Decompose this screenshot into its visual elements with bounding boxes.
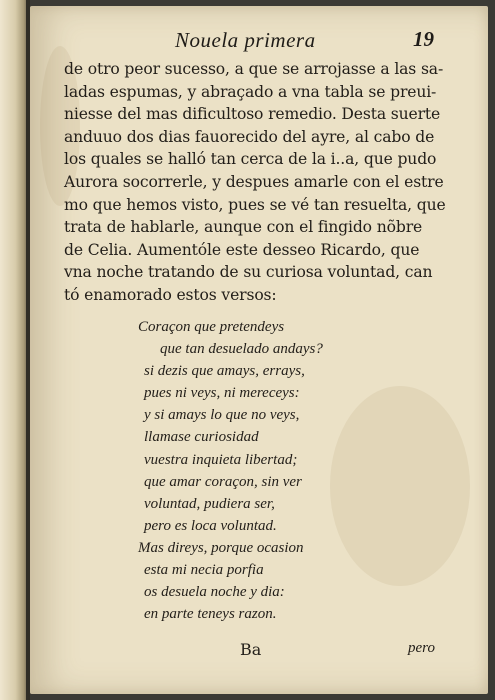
verse-line: llamase curiosidad <box>144 429 259 446</box>
verse-line: si dezis que amays, errays, <box>144 363 305 380</box>
prose-line: niesse del mas dificultoso remedio. Desta suerte <box>64 105 441 124</box>
verse-line: pues ni veys, ni mereceys: <box>144 385 300 402</box>
prose-line: Aurora socorrerle, y despues amarle con el estre <box>64 172 444 191</box>
verse-line: vuestra inquieta libertad; <box>144 451 298 468</box>
prose-line: mo que hemos visto, pues se vé tan resuelta, que <box>64 195 446 214</box>
prose-line: los quales se halló tan cerca de la i..a, que pudo <box>64 150 437 169</box>
verse-line: voluntad, pudiera ser, <box>144 495 275 512</box>
verse-line: Mas direys, porque ocasion <box>138 539 304 556</box>
running-title: Nouela primera <box>175 28 316 52</box>
verse-line: y si amays lo que no veys, <box>144 407 300 424</box>
page-number: 19 <box>413 27 434 51</box>
prose-line: de Celia. Aumentóle este desseo Ricardo, que <box>64 240 420 259</box>
signature-mark: Ba <box>240 640 262 659</box>
prose-line: ladas espumas, y abraçado a vna tabla se preui- <box>64 82 437 101</box>
verse-line: en parte teneys razon. <box>144 606 277 623</box>
page-header <box>30 28 488 54</box>
verse-line: pero es loca voluntad. <box>144 517 277 534</box>
prose-line: vna noche tratando de su curiosa voluntad, can <box>64 263 433 282</box>
prose-line: de otro peor sucesso, a que se arrojasse a las sa- <box>64 60 444 78</box>
prose-line: trata de hablarle, aunque con el fingido nõbre <box>64 218 423 237</box>
verse-line: esta mi necia porfia <box>144 562 264 579</box>
verse-line: que amar coraçon, sin ver <box>144 473 302 490</box>
adjacent-page-edge <box>0 0 28 700</box>
prose-line: tó enamorado estos versos: <box>64 285 277 304</box>
book-page <box>30 6 488 694</box>
catchword: pero <box>408 640 435 656</box>
prose-line: anduuo dos dias fauorecido del ayre, al cabo de <box>64 127 435 146</box>
prose-block <box>64 58 444 307</box>
verse-block <box>138 316 438 625</box>
verse-line: os desuela noche y dia: <box>144 584 285 601</box>
verse-line: que tan desuelado andays? <box>160 341 323 358</box>
verse-line: Coraçon que pretendeys <box>138 319 285 335</box>
